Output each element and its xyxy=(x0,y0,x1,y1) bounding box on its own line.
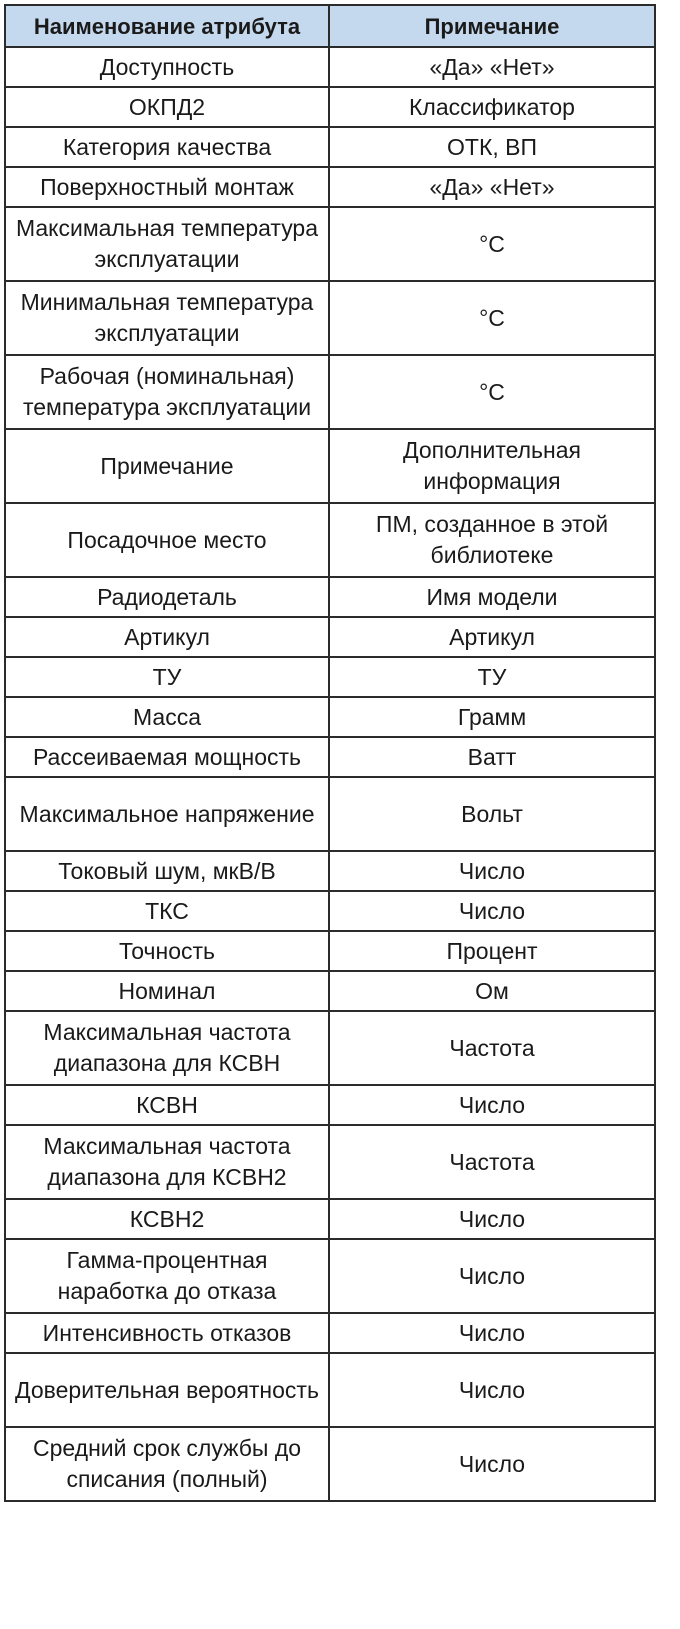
attribute-cell: Средний срок службы до списания (полный) xyxy=(5,1427,329,1501)
attribute-cell: Токовый шум, мкВ/В xyxy=(5,851,329,891)
table-row xyxy=(5,657,655,697)
note-cell: Число xyxy=(329,1353,655,1427)
attribute-cell: Примечание xyxy=(5,429,329,503)
attribute-cell: Посадочное место xyxy=(5,503,329,577)
attribute-cell: Категория качества xyxy=(5,127,329,167)
table-row xyxy=(5,1199,655,1239)
table-row xyxy=(5,429,655,503)
table-row xyxy=(5,1011,655,1085)
table-row xyxy=(5,617,655,657)
table-row xyxy=(5,1353,655,1427)
attribute-cell: Точность xyxy=(5,931,329,971)
table-header-row xyxy=(5,5,655,47)
attribute-cell: КСВН xyxy=(5,1085,329,1125)
table-row xyxy=(5,47,655,87)
attribute-cell: Доверительная вероятность xyxy=(5,1353,329,1427)
attribute-cell: Максимальная частота диапазона для КСВН xyxy=(5,1011,329,1085)
note-cell: Частота xyxy=(329,1011,655,1085)
header-note: Примечание xyxy=(329,5,655,47)
note-cell: Классификатор xyxy=(329,87,655,127)
table-row xyxy=(5,737,655,777)
note-cell: °С xyxy=(329,207,655,281)
attribute-cell: Максимальная частота диапазона для КСВН2 xyxy=(5,1125,329,1199)
note-cell: Грамм xyxy=(329,697,655,737)
attribute-cell: Рассеиваемая мощность xyxy=(5,737,329,777)
table-row xyxy=(5,931,655,971)
note-cell: Дополнительная информация xyxy=(329,429,655,503)
table-row xyxy=(5,697,655,737)
attribute-cell: Минимальная температура эксплуатации xyxy=(5,281,329,355)
note-cell: Число xyxy=(329,1239,655,1313)
table-row xyxy=(5,207,655,281)
note-cell: Число xyxy=(329,1427,655,1501)
table-row xyxy=(5,851,655,891)
note-cell: Вольт xyxy=(329,777,655,851)
attribute-cell: Максимальная температура эксплуатации xyxy=(5,207,329,281)
note-cell: Ватт xyxy=(329,737,655,777)
attributes-table-container xyxy=(4,4,654,1502)
note-cell: Частота xyxy=(329,1125,655,1199)
attribute-cell: ТКС xyxy=(5,891,329,931)
note-cell: Число xyxy=(329,1199,655,1239)
attribute-cell: Масса xyxy=(5,697,329,737)
attributes-table xyxy=(4,4,656,1502)
note-cell: °С xyxy=(329,281,655,355)
attribute-cell: Поверхностный монтаж xyxy=(5,167,329,207)
note-cell: «Да» «Нет» xyxy=(329,167,655,207)
note-cell: ОТК, ВП xyxy=(329,127,655,167)
attribute-cell: Гамма-процентная наработка до отказа xyxy=(5,1239,329,1313)
note-cell: «Да» «Нет» xyxy=(329,47,655,87)
table-row xyxy=(5,355,655,429)
attribute-cell: Радиодеталь xyxy=(5,577,329,617)
table-row xyxy=(5,1313,655,1353)
table-row xyxy=(5,1239,655,1313)
note-cell: Артикул xyxy=(329,617,655,657)
attribute-cell: Номинал xyxy=(5,971,329,1011)
note-cell: ТУ xyxy=(329,657,655,697)
attribute-cell: Рабочая (номинальная) температура эксплуатации xyxy=(5,355,329,429)
attribute-cell: Артикул xyxy=(5,617,329,657)
note-cell: Процент xyxy=(329,931,655,971)
note-cell: Число xyxy=(329,1085,655,1125)
note-cell: Имя модели xyxy=(329,577,655,617)
table-row xyxy=(5,1125,655,1199)
table-row xyxy=(5,891,655,931)
note-cell: Число xyxy=(329,891,655,931)
attribute-cell: Доступность xyxy=(5,47,329,87)
table-row xyxy=(5,127,655,167)
note-cell: Число xyxy=(329,1313,655,1353)
header-attribute-name: Наименование атрибута xyxy=(5,5,329,47)
note-cell: ПМ, созданное в этой библиотеке xyxy=(329,503,655,577)
note-cell: °С xyxy=(329,355,655,429)
table-row xyxy=(5,503,655,577)
attribute-cell: КСВН2 xyxy=(5,1199,329,1239)
note-cell: Число xyxy=(329,851,655,891)
table-row xyxy=(5,971,655,1011)
attribute-cell: ТУ xyxy=(5,657,329,697)
note-cell: Ом xyxy=(329,971,655,1011)
table-row xyxy=(5,577,655,617)
attribute-cell: ОКПД2 xyxy=(5,87,329,127)
table-row xyxy=(5,1085,655,1125)
attribute-cell: Интенсивность отказов xyxy=(5,1313,329,1353)
attribute-cell: Максимальное напряжение xyxy=(5,777,329,851)
table-row xyxy=(5,281,655,355)
table-row xyxy=(5,167,655,207)
table-row xyxy=(5,1427,655,1501)
table-row xyxy=(5,87,655,127)
table-row xyxy=(5,777,655,851)
